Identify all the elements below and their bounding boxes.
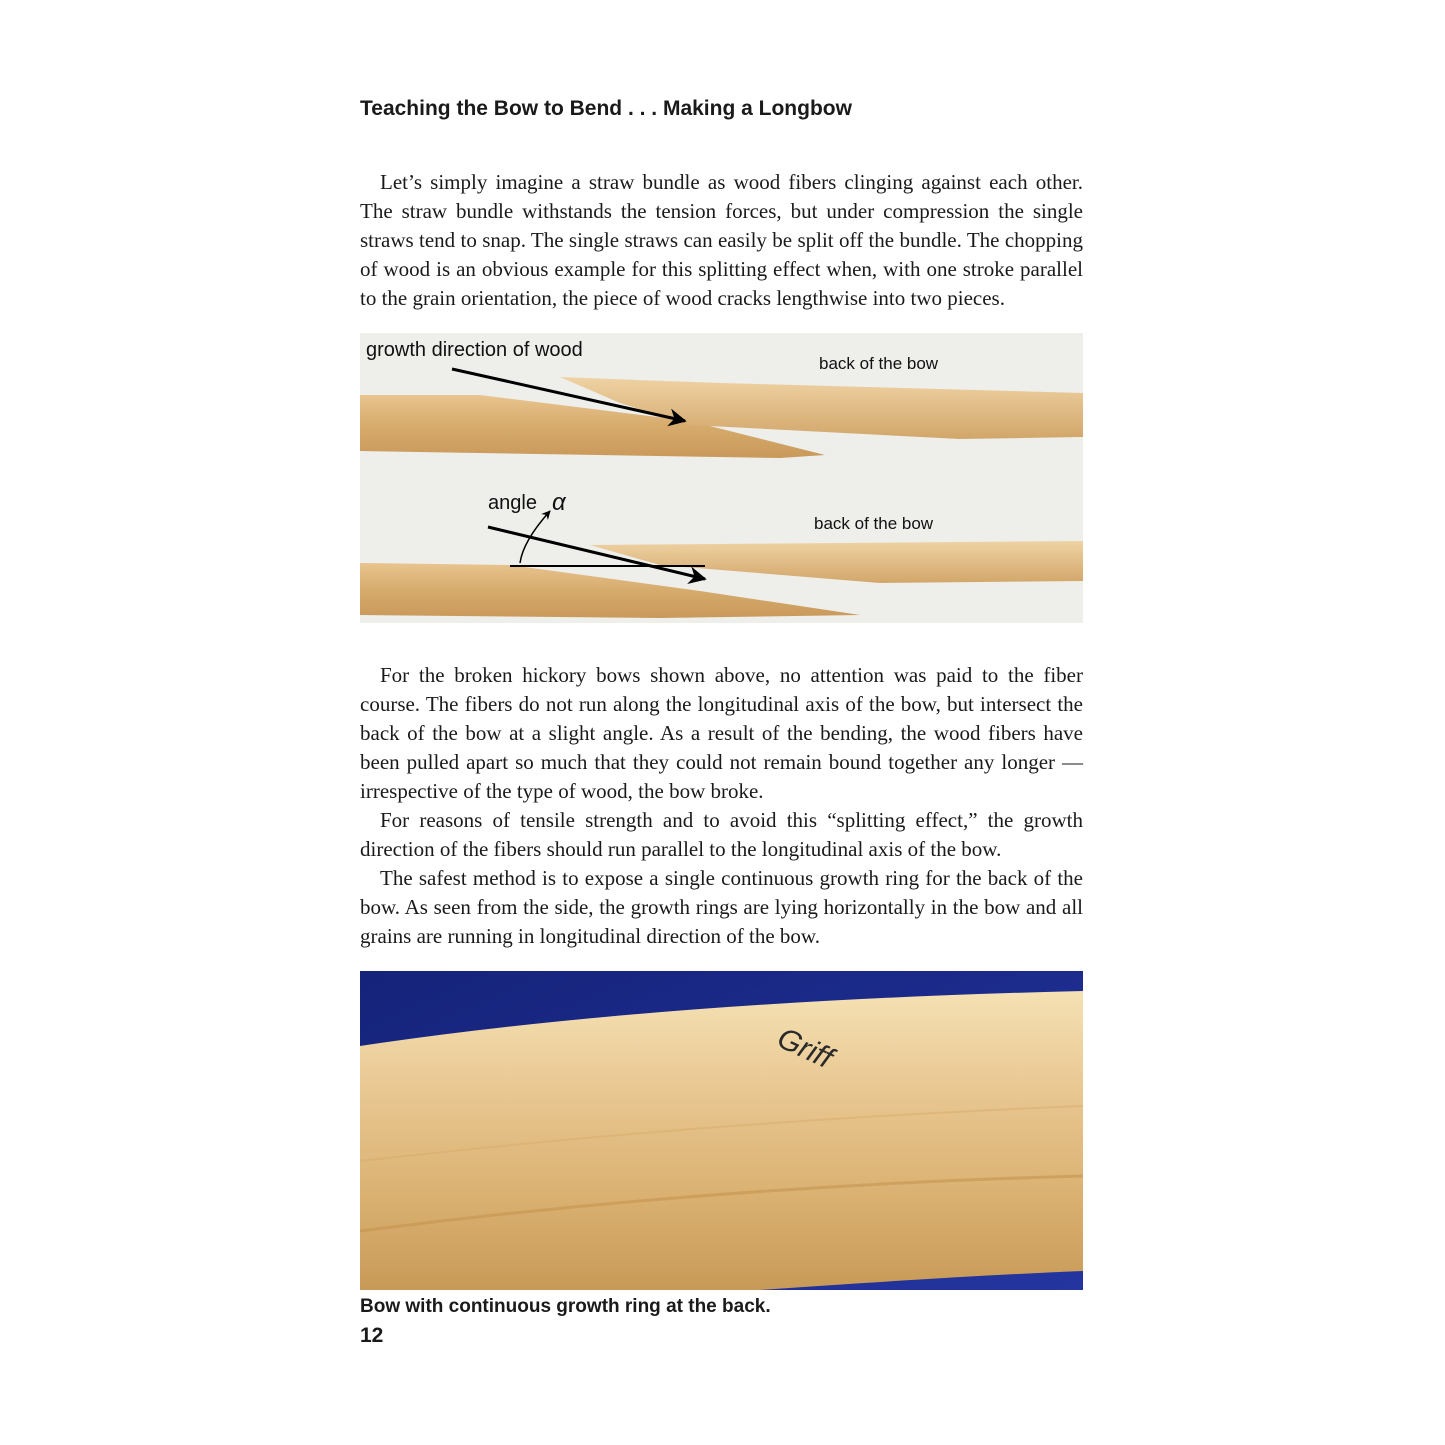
angle-label: angle	[488, 492, 537, 514]
growth-direction-label: growth direction of wood	[366, 339, 583, 361]
running-header: Teaching the Bow to Bend . . . Making a Longbow	[360, 97, 852, 120]
paragraph-text: Let’s simply imagine a straw bundle as wood fibers clinging against each other. The straw bundle withstands the tension forces, but under compression the single straws tend to snap. The single straws can easily be split off the bundle. The chopping of wood is an obvious example for this splitting effect when, with one stroke parallel to the grain orientation, the piece of wood cracks lengthwise into two pieces.	[360, 170, 1083, 310]
figure-caption: Bow with continuous growth ring at the back.	[360, 1296, 771, 1317]
broken-bows-figure	[360, 333, 1083, 623]
body-paragraph-2: For reasons of tensile strength and to avoid this “splitting effect,” the growth direction of the fibers should run parallel to the longitudinal axis of the bow.	[360, 808, 1083, 861]
body-paragraph-1: For the broken hickory bows shown above, no attention was paid to the fiber course. The fibers do not run along the longitudinal axis of the bow, but intersect the back of the bow at a slight angle. As a result of the bending, the wood fibers have been pulled apart so much that they could not remain bound together any longer — irrespective of the type of wood, the bow broke.	[360, 663, 1083, 803]
back-of-bow-label-top: back of the bow	[819, 354, 939, 373]
signature-mark: Griff	[772, 1021, 838, 1076]
page-number: 12	[360, 1324, 384, 1347]
bow-photo-figure	[360, 971, 1083, 1290]
body-paragraph-3: The safest method is to expose a single continuous growth ring for the back of the bow. As seen from the side, the growth rings are lying horizontally in the bow and all grains are running in longitudinal direction of the bow.	[360, 866, 1083, 948]
alpha-symbol: α	[552, 489, 566, 516]
bow-limb	[360, 991, 1083, 1290]
body-paragraphs	[360, 661, 1083, 951]
intro-paragraph	[360, 168, 1083, 313]
back-of-bow-label-bottom: back of the bow	[814, 514, 934, 533]
